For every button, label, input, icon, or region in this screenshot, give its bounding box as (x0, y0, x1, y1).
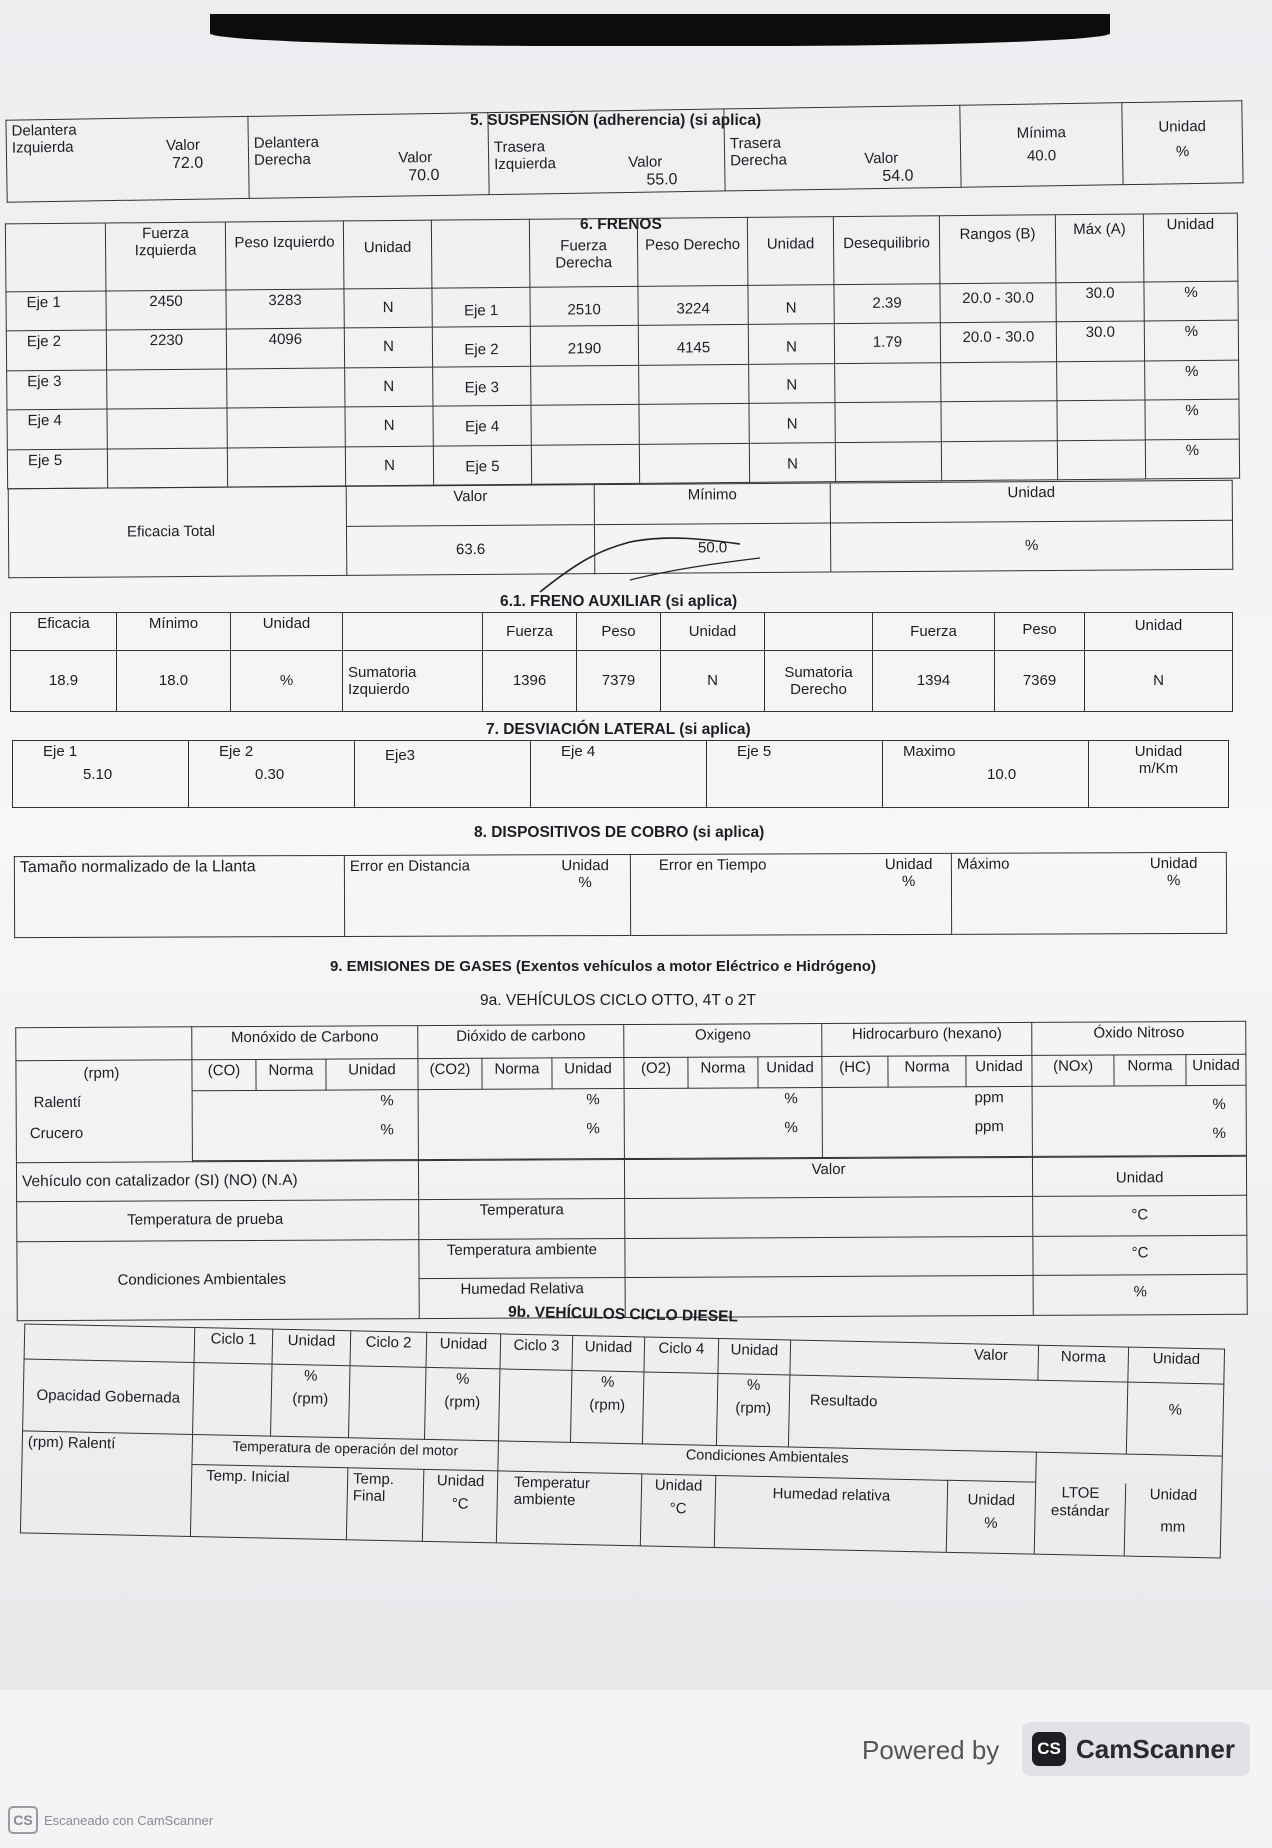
h-eficacia: Eficacia (11, 613, 117, 651)
ciclo1-units: % (rpm) (271, 1364, 350, 1438)
row-eje: Eje 3 (7, 370, 107, 410)
h-peso: Peso (577, 613, 661, 651)
rango (941, 401, 1057, 441)
eficacia-total-label: Eficacia Total (8, 486, 347, 577)
h-empty (16, 1027, 192, 1061)
h-ciclo1: Ciclo 1 (194, 1328, 273, 1364)
scan-shadow-band (210, 14, 1110, 46)
cell-maximo (883, 741, 1089, 808)
tras-der-label: Trasera Derecha (729, 134, 787, 170)
nox-units: % % (1032, 1085, 1246, 1156)
unidad-label: Unidad (1158, 117, 1207, 136)
empty-cell (418, 1159, 624, 1200)
h-hc: Hidrocarburo (hexano) (822, 1022, 1032, 1056)
peso-der (639, 443, 749, 483)
co-units: % % (192, 1089, 418, 1160)
ciclo2-val (349, 1366, 426, 1440)
rango (941, 361, 1057, 401)
section-6-title: 6. FRENOS (580, 216, 662, 233)
unidad-pct: % (1144, 320, 1238, 360)
hum-rel-label: Humedad relativa (714, 1475, 947, 1552)
eje2-label: Eje 2 (219, 743, 254, 760)
fuerza-izq (107, 408, 227, 448)
cell-eje1 (13, 741, 189, 808)
h-co: Monóxido de Carbono (192, 1026, 418, 1060)
peso-der (639, 364, 749, 404)
sum-izq-label: Sumatoria Izquierdo (343, 651, 483, 712)
temp-amb-unit: °C (1033, 1235, 1247, 1276)
crucero-label: Crucero (29, 1125, 84, 1143)
unidad-label: Unidad (1134, 743, 1183, 760)
opacidad-label: Opacidad Gobernada (23, 1359, 194, 1435)
h-desequilibrio: Desequilibrio (833, 216, 940, 285)
h-ciclo4: Ciclo 4 (644, 1337, 719, 1373)
section-9-title: 9. EMISIONES DE GASES (Exentos vehículos a motor Eléctrico e Hidrógeno) (330, 958, 876, 975)
cell-eje4: Eje 4 (531, 741, 707, 808)
minima-label: Mínima (1016, 124, 1066, 142)
h-max: Máx (A) (1055, 214, 1144, 283)
fuerza-der (531, 404, 639, 444)
sum-izq-fuerza: 1396 (483, 651, 577, 712)
fuerza-der: 2190 (530, 326, 638, 366)
row-eje-right: Eje 2 (432, 327, 530, 367)
hc-sym: (HC) (822, 1056, 888, 1087)
unidad: N (345, 446, 433, 486)
unidad: Unidad (758, 1056, 822, 1087)
ciclo4-val (642, 1372, 717, 1446)
eje1-label: Eje 1 (43, 743, 78, 760)
cell-tras-izq (488, 109, 725, 195)
del-izq-value: 72.0 (171, 154, 204, 172)
hum-rel-units: Unidad % (946, 1480, 1035, 1554)
max-label: Maximo (903, 743, 956, 760)
h-unidad: Unidad (661, 613, 765, 651)
temp-amb-units: Unidad °C (640, 1474, 715, 1548)
desequilibrio (835, 441, 941, 481)
minimo-label: Mínimo (594, 483, 830, 525)
unidad: Unidad (552, 1057, 624, 1088)
eje2-value: 0.30 (255, 766, 285, 784)
cell-eje3: Eje3 (355, 741, 531, 808)
del-izq-label: Delantera Izquierda (11, 121, 77, 157)
unidad-label: Unidad (830, 480, 1232, 523)
fuerza-der (531, 365, 639, 405)
ltoe-cell (1036, 1452, 1223, 1486)
unidad-value: % (1175, 143, 1190, 161)
del-der-value: 70.0 (408, 166, 440, 184)
temp-amb-label: Temperatur ambiente (496, 1471, 641, 1546)
o2-units: % % (624, 1087, 822, 1158)
norma: Norma (688, 1057, 758, 1088)
norma: Norma (256, 1059, 326, 1090)
section-9b-title: 9b. VEHÍCULOS CICLO DIESEL (507, 1303, 739, 1326)
fuerza-izq (107, 369, 227, 409)
cell-tras-der (724, 105, 961, 191)
freno-auxiliar-table (10, 612, 1233, 712)
camscanner-small-icon: CS (8, 1806, 38, 1834)
tras-izq-label: Trasera Izquierda (493, 138, 557, 174)
unidad-label: Unidad (1033, 1156, 1247, 1197)
section-5-title: 5. SUSPENSIÓN (adherencia) (si aplica) (470, 112, 762, 129)
max: 30.0 (1056, 321, 1144, 361)
o2-sym: (O2) (624, 1057, 688, 1088)
unidad: Unidad (1186, 1054, 1246, 1085)
h-o2: Oxigeno (624, 1024, 822, 1058)
h-unidad: Unidad (718, 1338, 791, 1374)
resultado-unit: % (1126, 1382, 1223, 1456)
ciclo2-units: % (rpm) (424, 1367, 499, 1441)
fuerza-izq: 2450 (106, 290, 226, 330)
valor-label: Valor (398, 149, 433, 167)
temp-amb-val (625, 1236, 1033, 1278)
peso-izq (227, 446, 345, 487)
ralenti-label: Ralentí (33, 1094, 82, 1112)
rpm-label: (rpm) (83, 1064, 120, 1082)
sum-der-fuerza: 1394 (873, 651, 995, 712)
section-8-title: 8. DISPOSITIVOS DE COBRO (si aplica) (474, 824, 765, 841)
cell-minima (960, 103, 1123, 187)
valor-label: Valor (628, 153, 663, 172)
h-rangos: Rangos (B) (939, 215, 1056, 284)
h-empty (5, 223, 106, 292)
row-eje: Eje 5 (7, 449, 107, 489)
co2-units: % % (418, 1088, 624, 1159)
unidad-val: % (231, 651, 343, 712)
unidad-pct: % (1145, 360, 1239, 400)
h-unidad: Unidad (231, 613, 343, 651)
maximo-label: Máximo (951, 853, 1121, 935)
diesel-table (20, 1323, 1225, 1558)
norma: Norma (888, 1056, 966, 1087)
minimo-val: 18.0 (117, 651, 231, 712)
minima-value: 40.0 (1026, 147, 1057, 165)
resultado-label: Resultado (788, 1375, 1127, 1454)
temp-prueba-label: Temperatura de prueba (17, 1200, 419, 1242)
valor-label: Valor (624, 1157, 1032, 1199)
ciclo3-units: % (rpm) (570, 1370, 643, 1444)
desequilibrio (835, 402, 941, 442)
temperatura-val (625, 1197, 1033, 1239)
h-empty (431, 219, 530, 288)
eficacia-val: 18.9 (11, 651, 117, 712)
cell-del-izq (6, 116, 249, 202)
err-dist-label: Error en Distancia (344, 855, 540, 937)
row-eje-right: Eje 4 (433, 405, 531, 445)
temperatura-label: Temperatura (419, 1199, 625, 1240)
unidad: N (749, 363, 835, 403)
fuerza-der: 2510 (530, 286, 638, 326)
fuerza-izq: 2230 (106, 329, 226, 369)
scanned-with-note (8, 1806, 213, 1834)
ltoe-units: Unidad mm (1124, 1484, 1221, 1558)
norma: Norma (482, 1058, 552, 1089)
h-unidad: Unidad (1143, 213, 1238, 282)
del-der-label: Delantera Derecha (253, 133, 319, 170)
tras-der-value: 54.0 (882, 166, 914, 185)
hc-units: ppm ppm (822, 1086, 1032, 1157)
max (1057, 400, 1145, 440)
sum-der-unidad: N (1085, 651, 1233, 712)
llanta-label: Tamaño normalizado de la Llanta (14, 855, 344, 937)
unidad-pct: % (1144, 281, 1238, 321)
valor-label: Valor (864, 149, 899, 168)
h-unidad: Unidad (1085, 613, 1233, 651)
rango (941, 440, 1057, 480)
h-norma: Norma (1038, 1345, 1129, 1382)
h-unidad: Unidad (343, 220, 432, 289)
h-unidad: Unidad (572, 1335, 645, 1371)
cell-eje2 (189, 741, 355, 808)
h-minimo: Mínimo (117, 613, 231, 651)
unidad: N (345, 406, 433, 446)
temp-ini-label: Temp. Inicial (190, 1464, 347, 1539)
powered-by-text: Powered by (862, 1735, 1000, 1765)
humedad-unit: % (1033, 1275, 1247, 1316)
rango: 20.0 - 30.0 (940, 283, 1056, 323)
unidad: Unidad (966, 1055, 1032, 1086)
h-fuerza-der: Fuerza Derecha (529, 218, 638, 287)
unidad: N (749, 442, 835, 482)
co-sym: (CO) (192, 1059, 256, 1090)
max (1057, 439, 1145, 479)
temp-op-label: Temperatura de operación del motor (192, 1434, 499, 1470)
h-empty (343, 613, 483, 651)
desviacion-table (12, 740, 1229, 808)
desequilibrio: 2.39 (834, 284, 940, 324)
peso-der: 3224 (638, 285, 748, 325)
temp-fin-label: Temp. Final (346, 1468, 423, 1542)
eje1-value: 5.10 (83, 766, 113, 784)
h-unidad: Unidad (426, 1332, 501, 1368)
row-eje: Eje 4 (7, 409, 107, 449)
h-unidad: Unidad (272, 1329, 351, 1365)
peso-der: 4145 (638, 325, 748, 365)
h-unidad: Unidad (747, 217, 834, 286)
h-nox: Óxido Nitroso (1032, 1021, 1246, 1055)
peso-der (639, 404, 749, 444)
signature-scribble (520, 520, 780, 600)
cell-del-der (248, 113, 489, 199)
cell-unidad-max: Unidad % (1121, 852, 1226, 933)
section-9a-title: 9a. VEHÍCULOS CICLO OTTO, 4T o 2T (480, 992, 756, 1009)
humedad-label: Humedad Relativa (419, 1278, 625, 1319)
h-empty (24, 1324, 195, 1362)
h-unidad: Unidad (1128, 1347, 1225, 1384)
ciclo3-val (498, 1369, 571, 1443)
max-value: 10.0 (987, 766, 1017, 784)
desequilibrio (835, 362, 941, 402)
dispositivos-cobro-table (14, 852, 1227, 938)
camscanner-logo (1022, 1722, 1250, 1776)
temp-units: Unidad °C (422, 1469, 497, 1543)
unidad: N (748, 285, 834, 325)
row-eje: Eje 2 (6, 330, 106, 370)
ltoe-label: LTOE estándar (1034, 1482, 1125, 1556)
tras-izq-value: 55.0 (646, 170, 678, 189)
catalizador-label: Vehículo con catalizador (SI) (NO) (N.A) (16, 1161, 418, 1203)
sum-izq-unidad: N (661, 651, 765, 712)
row-eje-right: Eje 3 (433, 366, 531, 406)
h-ciclo2: Ciclo 2 (350, 1331, 427, 1367)
unidad-pct: % (1145, 399, 1239, 439)
unidad: N (344, 288, 432, 328)
cell-unidad-dist: Unidad % (540, 854, 630, 935)
h-valor: Valor (790, 1340, 1039, 1380)
fuerza-der (531, 444, 639, 484)
max (1057, 361, 1145, 401)
norma: Norma (1114, 1055, 1186, 1086)
sum-der-label: Sumatoria Derecho (765, 651, 873, 712)
h-fuerza-izq: Fuerza Izquierda (105, 222, 226, 291)
rpm-ralenti-label: (rpm) Ralentí (20, 1431, 192, 1537)
co2-sym: (CO2) (418, 1058, 482, 1089)
h-co2: Dióxido de carbono (418, 1025, 624, 1059)
cond-amb-label: Condiciones Ambientales (17, 1240, 419, 1321)
h-fuerza: Fuerza (873, 613, 995, 651)
cell-unidad (1122, 101, 1243, 185)
valor-label: Valor (165, 136, 201, 155)
section-6-1-title: 6.1. FRENO AUXILIAR (si aplica) (500, 593, 738, 610)
camscanner-icon: CS (1032, 1732, 1066, 1766)
unidad: Unidad (326, 1059, 418, 1090)
sum-der-peso: 7369 (995, 651, 1085, 712)
unidad: N (344, 327, 432, 367)
fuerza-izq (107, 447, 227, 488)
row-eje-right: Eje 1 (432, 287, 530, 327)
peso-izq: 3283 (226, 289, 344, 329)
desequilibrio: 1.79 (834, 323, 940, 363)
ciclo1-val (193, 1362, 272, 1436)
unidad-value: m/Km (1138, 760, 1179, 778)
err-tiempo-label: Error en Tiempo (630, 854, 866, 936)
peso-izq: 4096 (226, 328, 344, 368)
emisiones-otto-table (15, 1021, 1248, 1321)
h-ciclo3: Ciclo 3 (500, 1334, 573, 1370)
unidad-pct: % (1145, 439, 1239, 479)
h-peso-der: Peso Derecho (637, 217, 748, 286)
cell-eje5: Eje 5 (707, 741, 883, 808)
unidad: N (748, 324, 834, 364)
unidad: N (345, 367, 433, 407)
ciclo4-units: % (rpm) (716, 1373, 789, 1447)
temperatura-unit: °C (1033, 1196, 1247, 1237)
eficacia-minimo: 50.0 (594, 523, 830, 574)
eficacia-valor: 63.6 (346, 525, 594, 576)
cond-amb-label: Condiciones Ambientales (498, 1441, 1037, 1482)
rango: 20.0 - 30.0 (940, 322, 1056, 362)
scanned-note-text: Escaneado con CamScanner (44, 1812, 214, 1828)
temp-amb-label: Temperatura ambiente (419, 1238, 625, 1279)
peso-izq (227, 368, 345, 408)
max: 30.0 (1056, 282, 1144, 322)
valor-label: Valor (346, 485, 594, 527)
cell-unidad (1089, 741, 1229, 808)
h-fuerza: Fuerza (483, 613, 577, 651)
cell-unidad-tiempo: Unidad % (866, 853, 951, 934)
frenos-table (5, 213, 1240, 490)
camscanner-brand: CamScanner (1076, 1733, 1235, 1764)
row-eje: Eje 1 (6, 291, 106, 331)
row-eje-right: Eje 5 (433, 445, 531, 485)
section-7-title: 7. DESVIACIÓN LATERAL (si aplica) (486, 721, 751, 738)
eficacia-unidad: % (830, 520, 1232, 572)
nox-sym: (NOx) (1032, 1055, 1114, 1086)
sum-izq-peso: 7379 (577, 651, 661, 712)
unidad: N (749, 403, 835, 443)
peso-izq (227, 407, 345, 447)
h-peso-izq: Peso Izquierdo (225, 221, 344, 290)
h-peso: Peso (995, 613, 1085, 651)
rpm-labels (16, 1060, 193, 1163)
h-empty (765, 613, 873, 651)
